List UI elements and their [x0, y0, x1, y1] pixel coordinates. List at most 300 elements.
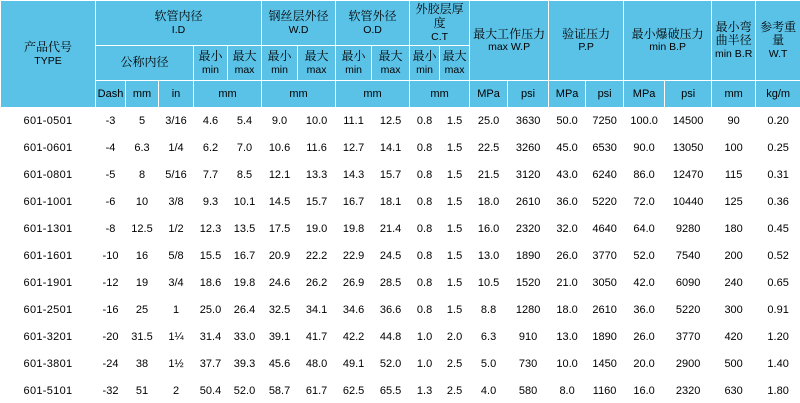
col-subgroup-nominal: [96, 46, 194, 81]
cell-nominal-mm: 6.3: [126, 135, 159, 162]
cell-bp-mpa: 90.0: [624, 135, 665, 162]
cell-bp-mpa: 100.0: [624, 108, 665, 135]
table-row: [1, 108, 800, 135]
id-max-en: max: [234, 63, 255, 76]
od-label-en: O.D: [363, 23, 382, 36]
cell-ct-max: 2.5: [440, 351, 470, 378]
nominal-label-cn: 公称内径: [120, 55, 169, 70]
cell-type: 601-3801: [1, 351, 96, 378]
cell-nominal-mm: 16: [126, 243, 159, 270]
cell-wd-max: 26.2: [298, 270, 336, 297]
ct-min-en: min: [416, 63, 434, 76]
cell-id-min: 18.6: [194, 270, 228, 297]
cell-wp-mpa: 16.0: [470, 216, 508, 243]
cell-wd-min: 58.7: [262, 378, 298, 403]
cell-wp-psi: 3630: [508, 108, 549, 135]
ct-label-en: C.T: [431, 30, 449, 43]
cell-nominal-mm: 8: [126, 162, 159, 189]
od-label-cn: 软管外径: [348, 9, 397, 24]
cell-pp-psi: 3770: [586, 243, 624, 270]
col-subgroup-ct-max: [440, 46, 470, 81]
type-label-en: TYPE: [34, 54, 62, 67]
table-header: [1, 1, 800, 108]
cell-nominal-in: 2: [159, 378, 194, 403]
cell-ct-min: 0.8: [410, 216, 440, 243]
cell-pp-mpa: 18.0: [549, 297, 586, 324]
cell-ct-max: 1.5: [440, 216, 470, 243]
table-row: [1, 297, 800, 324]
cell-od-max: 14.1: [372, 135, 410, 162]
cell-br-mm: 500: [712, 351, 756, 378]
cell-od-max: 21.4: [372, 216, 410, 243]
table-body: [1, 108, 800, 403]
cell-bp-psi: 14500: [665, 108, 712, 135]
cell-type: 601-1601: [1, 243, 96, 270]
cell-dash: -16: [96, 297, 126, 324]
od-max-en: max: [380, 63, 401, 76]
table-row: [1, 270, 800, 297]
cell-pp-psi: 6530: [586, 135, 624, 162]
unit-wd-mm: mm: [262, 81, 336, 108]
cell-type: 601-1301: [1, 216, 96, 243]
cell-wp-mpa: 5.0: [470, 351, 508, 378]
cell-ct-max: 1.5: [440, 162, 470, 189]
table-row: [1, 351, 800, 378]
cell-wt-kgm: 0.65: [756, 270, 800, 297]
cell-bp-psi: 2320: [665, 378, 712, 403]
cell-wp-psi: 910: [508, 324, 549, 351]
cell-nominal-in: 1¼: [159, 324, 194, 351]
cell-bp-mpa: 36.0: [624, 297, 665, 324]
cell-bp-mpa: 52.0: [624, 243, 665, 270]
cell-pp-psi: 7250: [586, 108, 624, 135]
cell-od-max: 28.5: [372, 270, 410, 297]
cell-id-max: 26.4: [228, 297, 262, 324]
table-row: [1, 243, 800, 270]
cell-id-max: 19.8: [228, 270, 262, 297]
cell-wt-kgm: 1.20: [756, 324, 800, 351]
cell-wt-kgm: 0.31: [756, 162, 800, 189]
cell-nominal-mm: 5: [126, 108, 159, 135]
col-group-id: [96, 1, 262, 46]
col-subgroup-id-min: [194, 46, 228, 81]
ct-max-en: max: [444, 63, 465, 76]
ct-max-cn: 最大: [442, 49, 467, 64]
cell-wp-mpa: 6.3: [470, 324, 508, 351]
cell-od-min: 62.5: [336, 378, 372, 403]
cell-wd-max: 10.0: [298, 108, 336, 135]
cell-od-min: 26.9: [336, 270, 372, 297]
unit-pp-mpa: MPa: [549, 81, 586, 108]
cell-wd-min: 17.5: [262, 216, 298, 243]
cell-wd-min: 12.1: [262, 162, 298, 189]
cell-nominal-in: 1½: [159, 351, 194, 378]
cell-wp-psi: 3120: [508, 162, 549, 189]
cell-wd-max: 41.7: [298, 324, 336, 351]
cell-od-min: 22.9: [336, 243, 372, 270]
col-group-wd: [262, 1, 336, 46]
col-subgroup-id-max: [228, 46, 262, 81]
cell-od-min: 34.6: [336, 297, 372, 324]
cell-pp-psi: 3050: [586, 270, 624, 297]
cell-wp-mpa: 22.5: [470, 135, 508, 162]
cell-wd-max: 11.6: [298, 135, 336, 162]
id-min-en: min: [202, 63, 219, 76]
cell-bp-psi: 9280: [665, 216, 712, 243]
cell-id-min: 6.2: [194, 135, 228, 162]
cell-type: 601-0801: [1, 162, 96, 189]
id-label-cn: 软管内径: [154, 9, 203, 24]
cell-od-max: 12.5: [372, 108, 410, 135]
cell-id-min: 15.5: [194, 243, 228, 270]
od-min-cn: 最小: [341, 49, 366, 64]
cell-od-max: 44.8: [372, 324, 410, 351]
ct-label-cn: 外胶层厚度: [415, 2, 464, 30]
cell-wd-min: 24.6: [262, 270, 298, 297]
cell-dash: -24: [96, 351, 126, 378]
cell-wt-kgm: 1.80: [756, 378, 800, 403]
cell-pp-mpa: 10.0: [549, 351, 586, 378]
cell-id-min: 12.3: [194, 216, 228, 243]
cell-id-max: 33.0: [228, 324, 262, 351]
cell-ct-min: 0.8: [410, 270, 440, 297]
cell-wp-psi: 2610: [508, 189, 549, 216]
od-min-en: min: [345, 63, 362, 76]
cell-wp-psi: 1520: [508, 270, 549, 297]
cell-bp-mpa: 42.0: [624, 270, 665, 297]
cell-wp-mpa: 8.8: [470, 297, 508, 324]
cell-bp-psi: 3770: [665, 324, 712, 351]
unit-nominal-mm: mm: [126, 81, 159, 108]
cell-ct-min: 0.8: [410, 243, 440, 270]
cell-od-max: 18.1: [372, 189, 410, 216]
cell-pp-psi: 5220: [586, 189, 624, 216]
cell-type: 601-1901: [1, 270, 96, 297]
cell-od-min: 19.8: [336, 216, 372, 243]
cell-nominal-mm: 31.5: [126, 324, 159, 351]
cell-type: 601-1001: [1, 189, 96, 216]
cell-wp-psi: 2320: [508, 216, 549, 243]
cell-pp-mpa: 8.0: [549, 378, 586, 403]
cell-od-max: 65.5: [372, 378, 410, 403]
type-label-cn: 产品代号: [23, 40, 72, 55]
cell-bp-mpa: 86.0: [624, 162, 665, 189]
pp-label-en: P.P: [578, 41, 594, 54]
cell-wd-max: 48.0: [298, 351, 336, 378]
wd-label-cn: 钢丝层外径: [268, 9, 329, 24]
cell-ct-min: 0.8: [410, 135, 440, 162]
cell-dash: -32: [96, 378, 126, 403]
cell-wt-kgm: 0.25: [756, 135, 800, 162]
bp-label-en: min B.P: [649, 41, 686, 54]
unit-br-mm: mm: [712, 81, 756, 108]
cell-bp-mpa: 26.0: [624, 324, 665, 351]
table-row: [1, 135, 800, 162]
cell-wd-max: 13.3: [298, 162, 336, 189]
cell-nominal-mm: 19: [126, 270, 159, 297]
cell-type: 601-0601: [1, 135, 96, 162]
cell-br-mm: 240: [712, 270, 756, 297]
cell-id-min: 9.3: [194, 189, 228, 216]
cell-type: 601-0501: [1, 108, 96, 135]
cell-pp-psi: 4640: [586, 216, 624, 243]
unit-nominal-in: in: [159, 81, 194, 108]
cell-br-mm: 200: [712, 243, 756, 270]
cell-id-max: 16.7: [228, 243, 262, 270]
cell-ct-max: 1.5: [440, 189, 470, 216]
cell-id-min: 7.7: [194, 162, 228, 189]
cell-od-min: 12.7: [336, 135, 372, 162]
cell-bp-psi: 7540: [665, 243, 712, 270]
cell-wd-min: 39.1: [262, 324, 298, 351]
cell-id-min: 50.4: [194, 378, 228, 403]
table-row: [1, 216, 800, 243]
cell-ct-min: 1.0: [410, 351, 440, 378]
cell-br-mm: 115: [712, 162, 756, 189]
cell-ct-max: 1.5: [440, 135, 470, 162]
wd-min-en: min: [271, 63, 288, 76]
cell-dash: -3: [96, 108, 126, 135]
cell-bp-psi: 2900: [665, 351, 712, 378]
cell-br-mm: 300: [712, 297, 756, 324]
col-subgroup-ct-min: [410, 46, 440, 81]
cell-pp-mpa: 50.0: [549, 108, 586, 135]
cell-br-mm: 125: [712, 189, 756, 216]
cell-wp-psi: 730: [508, 351, 549, 378]
cell-ct-max: 1.5: [440, 108, 470, 135]
unit-wp-mpa: MPa: [470, 81, 508, 108]
cell-dash: -4: [96, 135, 126, 162]
od-max-cn: 最大: [378, 49, 403, 64]
cell-bp-psi: 10440: [665, 189, 712, 216]
cell-wd-max: 15.7: [298, 189, 336, 216]
cell-ct-max: 1.5: [440, 297, 470, 324]
cell-bp-psi: 5220: [665, 297, 712, 324]
cell-wp-psi: 1890: [508, 243, 549, 270]
col-group-br: [712, 1, 756, 81]
unit-id-mm: mm: [194, 81, 262, 108]
col-subgroup-wd-min: [262, 46, 298, 81]
header-row-groups: [1, 1, 800, 46]
unit-pp-psi: psi: [586, 81, 624, 108]
cell-wp-mpa: 4.0: [470, 378, 508, 403]
cell-nominal-in: 5/16: [159, 162, 194, 189]
cell-ct-max: 1.5: [440, 243, 470, 270]
cell-nominal-in: 1: [159, 297, 194, 324]
cell-od-min: 42.2: [336, 324, 372, 351]
cell-wt-kgm: 0.52: [756, 243, 800, 270]
wt-label-en: W.T: [768, 48, 788, 61]
col-subgroup-wd-max: [298, 46, 336, 81]
cell-wd-min: 10.6: [262, 135, 298, 162]
cell-od-min: 49.1: [336, 351, 372, 378]
cell-dash: -12: [96, 270, 126, 297]
cell-wd-max: 19.0: [298, 216, 336, 243]
cell-id-max: 8.5: [228, 162, 262, 189]
col-group-od: [336, 1, 410, 46]
cell-br-mm: 100: [712, 135, 756, 162]
wd-max-cn: 最大: [304, 49, 329, 64]
col-subgroup-od-min: [336, 46, 372, 81]
table-row: [1, 162, 800, 189]
cell-nominal-mm: 25: [126, 297, 159, 324]
cell-type: 601-5101: [1, 378, 96, 403]
wd-max-en: max: [306, 63, 327, 76]
cell-pp-mpa: 26.0: [549, 243, 586, 270]
col-group-bp: [624, 1, 712, 81]
cell-bp-mpa: 16.0: [624, 378, 665, 403]
cell-nominal-mm: 10: [126, 189, 159, 216]
cell-ct-max: 1.5: [440, 270, 470, 297]
cell-ct-min: 0.8: [410, 162, 440, 189]
table-row: [1, 324, 800, 351]
cell-pp-mpa: 36.0: [549, 189, 586, 216]
cell-wp-mpa: 18.0: [470, 189, 508, 216]
unit-ct-mm: mm: [410, 81, 470, 108]
cell-ct-min: 0.8: [410, 108, 440, 135]
cell-wp-mpa: 13.0: [470, 243, 508, 270]
cell-od-min: 11.1: [336, 108, 372, 135]
cell-bp-psi: 12470: [665, 162, 712, 189]
unit-wp-psi: psi: [508, 81, 549, 108]
cell-od-max: 24.5: [372, 243, 410, 270]
cell-nominal-in: 1/2: [159, 216, 194, 243]
unit-dash: Dash: [96, 81, 126, 108]
br-label-cn: 最小弯曲半径: [715, 19, 752, 48]
cell-pp-mpa: 43.0: [549, 162, 586, 189]
cell-dash: -6: [96, 189, 126, 216]
cell-wd-min: 45.6: [262, 351, 298, 378]
cell-wt-kgm: 0.36: [756, 189, 800, 216]
cell-ct-min: 1.0: [410, 324, 440, 351]
col-group-pp: [549, 1, 624, 81]
col-group-type: [1, 1, 96, 108]
cell-wp-mpa: 10.5: [470, 270, 508, 297]
wp-label-en: max W.P: [488, 41, 531, 54]
wp-label-cn: 最大工作压力: [473, 26, 546, 41]
unit-od-mm: mm: [336, 81, 410, 108]
cell-bp-psi: 6090: [665, 270, 712, 297]
cell-od-max: 52.0: [372, 351, 410, 378]
wd-min-cn: 最小: [267, 49, 292, 64]
table-row: [1, 378, 800, 403]
cell-dash: -5: [96, 162, 126, 189]
cell-wt-kgm: 0.91: [756, 297, 800, 324]
col-group-ct: [410, 1, 470, 46]
cell-wt-kgm: 1.40: [756, 351, 800, 378]
cell-id-max: 10.1: [228, 189, 262, 216]
cell-dash: -8: [96, 216, 126, 243]
unit-wt-kgm: kg/m: [756, 81, 800, 108]
cell-ct-max: 2.5: [440, 378, 470, 403]
cell-wt-kgm: 0.45: [756, 216, 800, 243]
col-group-wp: [470, 1, 549, 81]
cell-wp-mpa: 25.0: [470, 108, 508, 135]
cell-dash: -20: [96, 324, 126, 351]
cell-nominal-in: 1/4: [159, 135, 194, 162]
cell-wp-mpa: 21.5: [470, 162, 508, 189]
col-subgroup-od-max: [372, 46, 410, 81]
unit-bp-mpa: MPa: [624, 81, 665, 108]
cell-pp-mpa: 45.0: [549, 135, 586, 162]
cell-nominal-in: 5/8: [159, 243, 194, 270]
bp-label-cn: 最小爆破压力: [631, 26, 704, 41]
cell-id-max: 5.4: [228, 108, 262, 135]
cell-br-mm: 90: [712, 108, 756, 135]
wt-label-cn: 参考重量: [760, 19, 797, 48]
cell-pp-mpa: 21.0: [549, 270, 586, 297]
cell-od-min: 16.7: [336, 189, 372, 216]
unit-bp-psi: psi: [665, 81, 712, 108]
cell-ct-min: 1.3: [410, 378, 440, 403]
col-group-wt: [756, 1, 800, 81]
cell-pp-mpa: 32.0: [549, 216, 586, 243]
cell-id-max: 39.3: [228, 351, 262, 378]
wd-label-en: W.D: [288, 23, 309, 36]
cell-od-max: 36.6: [372, 297, 410, 324]
cell-wd-max: 34.1: [298, 297, 336, 324]
cell-wd-max: 22.2: [298, 243, 336, 270]
cell-wd-min: 32.5: [262, 297, 298, 324]
cell-nominal-mm: 12.5: [126, 216, 159, 243]
id-label-en: I.D: [171, 23, 186, 36]
cell-wd-min: 9.0: [262, 108, 298, 135]
cell-pp-psi: 1890: [586, 324, 624, 351]
cell-id-max: 52.0: [228, 378, 262, 403]
cell-id-min: 31.4: [194, 324, 228, 351]
cell-br-mm: 420: [712, 324, 756, 351]
cell-id-min: 4.6: [194, 108, 228, 135]
cell-wp-psi: 580: [508, 378, 549, 403]
cell-od-min: 14.3: [336, 162, 372, 189]
cell-pp-psi: 1450: [586, 351, 624, 378]
cell-br-mm: 180: [712, 216, 756, 243]
br-label-en: min B.R: [714, 48, 753, 61]
cell-nominal-in: 3/8: [159, 189, 194, 216]
cell-bp-mpa: 64.0: [624, 216, 665, 243]
cell-br-mm: 630: [712, 378, 756, 403]
cell-wp-psi: 3260: [508, 135, 549, 162]
cell-pp-psi: 1160: [586, 378, 624, 403]
cell-id-min: 25.0: [194, 297, 228, 324]
cell-pp-psi: 2610: [586, 297, 624, 324]
cell-type: 601-3201: [1, 324, 96, 351]
cell-bp-psi: 13050: [665, 135, 712, 162]
cell-nominal-mm: 51: [126, 378, 159, 403]
cell-id-min: 37.7: [194, 351, 228, 378]
cell-id-max: 7.0: [228, 135, 262, 162]
cell-nominal-in: 3/16: [159, 108, 194, 135]
cell-wd-min: 20.9: [262, 243, 298, 270]
cell-ct-max: 2.0: [440, 324, 470, 351]
pp-label-cn: 验证压力: [562, 26, 611, 41]
id-max-cn: 最大: [232, 49, 257, 64]
cell-dash: -10: [96, 243, 126, 270]
table-row: [1, 189, 800, 216]
cell-nominal-in: 3/4: [159, 270, 194, 297]
cell-nominal-mm: 38: [126, 351, 159, 378]
cell-ct-min: 0.8: [410, 297, 440, 324]
cell-ct-min: 0.8: [410, 189, 440, 216]
cell-bp-mpa: 72.0: [624, 189, 665, 216]
cell-wd-max: 61.7: [298, 378, 336, 403]
cell-pp-mpa: 13.0: [549, 324, 586, 351]
ct-min-cn: 最小: [412, 49, 437, 64]
header-row-units: [1, 81, 800, 108]
id-min-cn: 最小: [198, 49, 223, 64]
cell-wd-min: 14.5: [262, 189, 298, 216]
cell-id-max: 13.5: [228, 216, 262, 243]
